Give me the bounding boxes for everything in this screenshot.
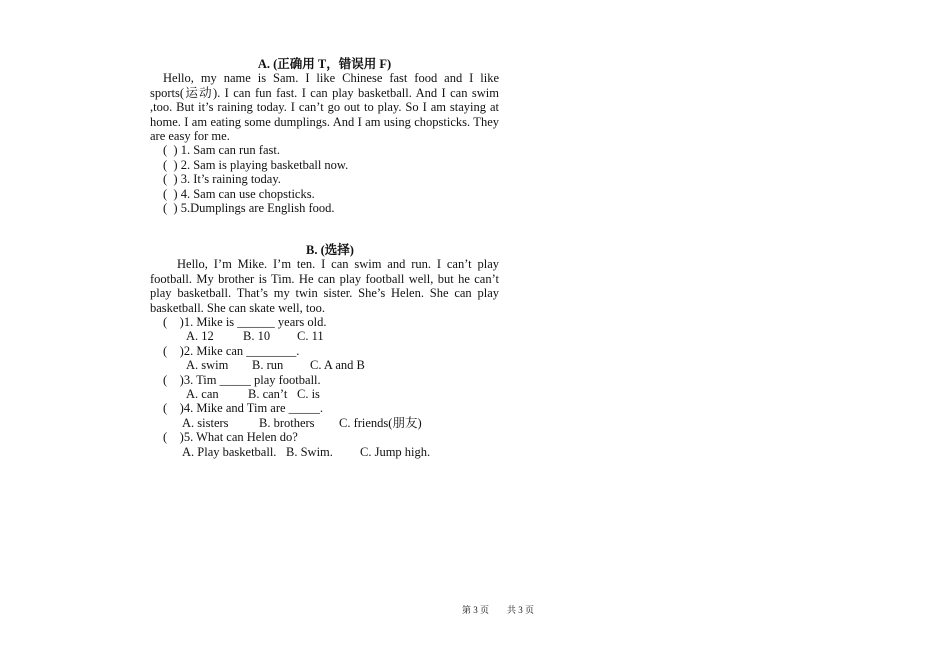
section-b-question-3-options — [150, 387, 499, 401]
option-c: C. 11 — [297, 329, 324, 344]
section-a-question-5: ( ) 5.Dumplings are English food. — [163, 201, 335, 216]
section-a-passage: Hello, my name is Sam. I like Chinese fast food and I like sports(运动). I can fun fast. I can play basketball. And I can swim ,too. But it’s raining today. I can’t go out to play. So I am staying at home. I am eating some dumplings. And I am using chopsticks. They are easy for me. — [150, 71, 499, 144]
section-b-question-4-stem: ( )4. Mike and Tim are _____. — [163, 401, 324, 416]
section-b-title: B. (选择) — [306, 243, 354, 257]
page-footer — [462, 605, 534, 616]
section-a-question-2: ( ) 2. Sam is playing basketball now. — [163, 157, 349, 172]
section-a-title: A. (正确用 T，错误用 F) — [257, 57, 392, 71]
option-a: A. swim — [186, 358, 229, 373]
section-b-question-1-options — [150, 329, 499, 343]
option-b: B. 10 — [243, 329, 271, 344]
section-b-question-2-stem: ( )2. Mike can ________. — [163, 343, 300, 358]
option-c: C. Jump high. — [360, 444, 431, 459]
option-a: A. sisters — [182, 415, 229, 430]
option-b: B. Swim. — [286, 444, 333, 459]
page-number: 第 3 页 — [462, 605, 490, 615]
section-a-question-3: ( ) 3. It’s raining today. — [163, 172, 281, 187]
section-b-question-3-stem: ( )3. Tim _____ play football. — [163, 372, 321, 387]
option-c: C. is — [297, 387, 320, 402]
section-b-question-5-options — [150, 445, 499, 459]
option-a: A. Play basketball. — [182, 444, 277, 459]
section-b-question-2-options — [150, 358, 499, 372]
section-a-question-4: ( ) 4. Sam can use chopsticks. — [163, 186, 315, 201]
section-b-question-4-options — [150, 416, 499, 430]
option-b: B. brothers — [259, 415, 315, 430]
section-a-question-1: ( ) 1. Sam can run fast. — [163, 143, 280, 158]
section-b — [150, 243, 499, 459]
section-a — [150, 57, 499, 215]
option-c: C. A and B — [310, 358, 365, 373]
option-a: A. 12 — [186, 329, 214, 344]
section-b-passage: Hello, I’m Mike. I’m ten. I can swim and run. I can’t play football. My brother is Tim. He can play football well, but he can’t play basketball. That’s my twin sister. She’s Helen. She can play basketball. She can skate well, too. — [150, 257, 499, 315]
page-total: 共 3 页 — [507, 605, 535, 615]
section-b-question-1-stem: ( )1. Mike is ______ years old. — [163, 315, 327, 330]
option-b: B. can’t — [248, 387, 288, 402]
section-b-question-5-stem: ( )5. What can Helen do? — [163, 430, 298, 445]
option-a: A. can — [186, 387, 219, 402]
option-b: B. run — [252, 358, 284, 373]
option-c: C. friends(朋友) — [339, 415, 422, 430]
